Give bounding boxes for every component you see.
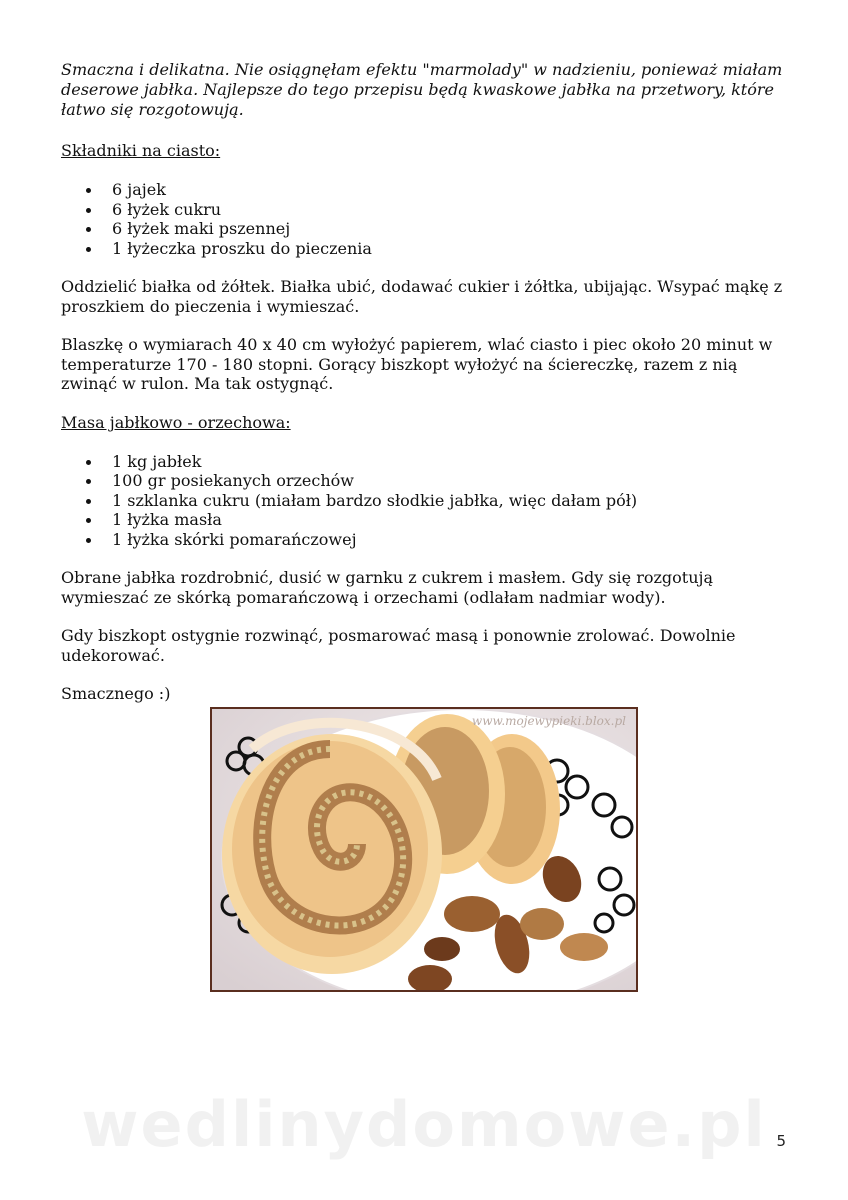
step-2-text: Blaszkę o wymiarach 40 x 40 cm wyłożyć papierem, wlać ciasto i piec około 20 minut w temperaturze 170 - 180 stopni. Gorący biszkopt wyłożyć na ściereczkę, razem z nią zwinąć w rulon. Ma tak ostygnąć. (61, 335, 773, 393)
list-item: 1 łyżka masła (61, 510, 791, 530)
photo-watermark-url: www.mojewypieki.blox.pl (471, 714, 626, 728)
dough-ingredients-list (61, 180, 791, 258)
recipe-page (61, 60, 791, 723)
step-1-text: Oddzielić białka od żółtek. Białka ubić, dodawać cukier i żółtka, ubijając. Wsypać mąkę z proszkiem do pieczenia i wymieszać. (61, 277, 783, 316)
step-4-text: Gdy biszkopt ostygnie rozwinąć, posmarować masą i ponownie zrolować. Dowolnie udekorować. (61, 626, 736, 665)
list-item: 1 łyżka skórki pomarańczowej (61, 530, 791, 550)
closing-text: Smacznego :) (61, 684, 171, 703)
list-item: 1 łyżeczka proszku do pieczenia (61, 239, 791, 259)
list-item: 6 łyżek cukru (61, 200, 791, 220)
page-number: 5 (776, 1132, 786, 1150)
dough-heading: Składniki na ciasto: (61, 141, 221, 160)
step-3-text: Obrane jabłka rozdrobnić, dusić w garnku z cukrem i masłem. Gdy się rozgotują wymieszać ze skórką pomarańczową i orzechami (odlałam nadmiar wody). (61, 568, 714, 607)
list-item: 6 jajek (61, 180, 791, 200)
cake-roll-photo (210, 707, 638, 992)
site-watermark: wedlinydomowe.pl (81, 1088, 767, 1161)
list-item: 1 szklanka cukru (miałam bardzo słodkie jabłka, więc dałam pół) (61, 491, 791, 511)
intro-text: Smaczna i delikatna. Nie osiągnęłam efektu "marmolady" w nadzieniu, ponieważ miałam deserowe jabłka. Najlepsze do tego przepisu będą kwaskowe jabłka na przetwory, które łatwo się rozgotowują. (61, 60, 783, 119)
cake-roll-illustration (212, 709, 636, 990)
list-item: 1 kg jabłek (61, 452, 791, 472)
list-item: 6 łyżek maki pszennej (61, 219, 791, 239)
filling-ingredients-list (61, 452, 791, 550)
filling-heading: Masa jabłkowo - orzechowa: (61, 412, 291, 432)
list-item: 100 gr posiekanych orzechów (61, 471, 791, 491)
